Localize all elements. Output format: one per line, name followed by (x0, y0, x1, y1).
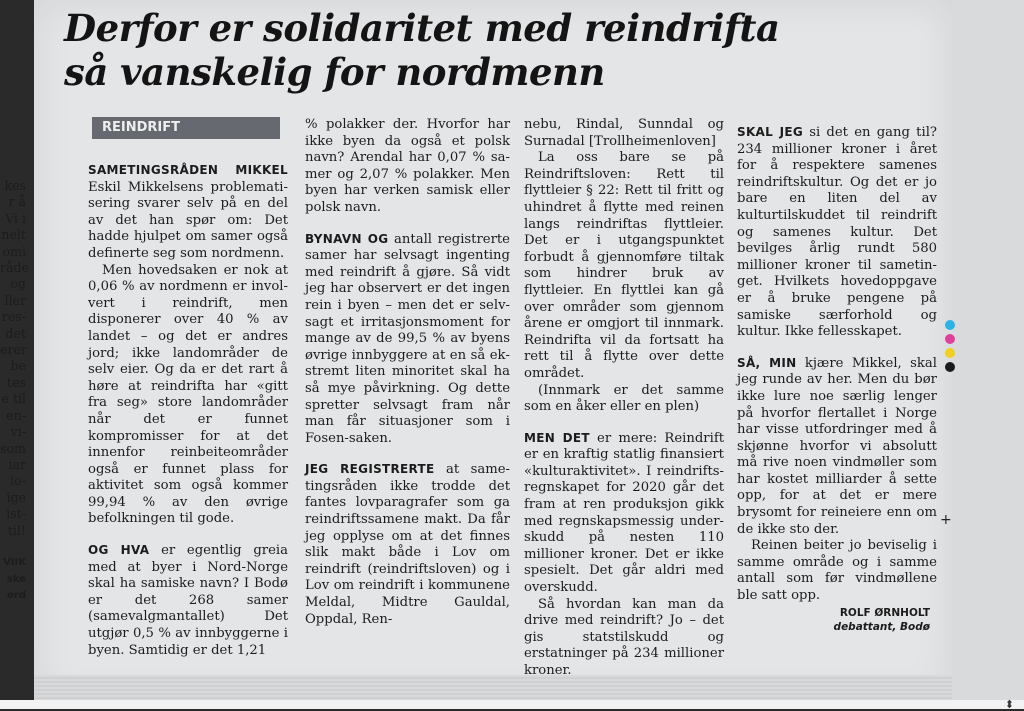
registration-dot (945, 320, 955, 330)
margin-fragment: kes (4, 178, 26, 193)
paragraph (88, 542, 288, 659)
margin-fragment (0, 539, 26, 555)
margin-fragment: ske (6, 573, 26, 585)
margin-fragment: en- (6, 407, 26, 423)
margin-fragment: til! (7, 522, 26, 538)
paragraph-lead: OG HVA (88, 543, 150, 558)
headline (64, 6, 844, 94)
paragraph-text: Så hvordan kan man da drive med reindrift? Jo – det gis statstilskudd og erstatninger på 234 millioner kroner. (524, 596, 724, 678)
paragraph-spacer (88, 528, 288, 542)
paragraph-text: nebu, Rindal, Sunndal og Surnadal [Trollheimenloven] (524, 117, 724, 149)
margin-fragment: ist- (6, 506, 26, 522)
margin-fragment: be (10, 358, 26, 374)
registration-dot (945, 348, 955, 358)
paragraph-text: antall registrerte samer har selvsagt ingenting med reindrift å gjøre. Så vidt jeg har observert er det ingen rein i byen – men det er selvsagt et irritasjonsmoment for mange av de 99,5 % av byens øvrige innbyggere at en så ekstremt liten minoritet skal ha så mye påvirkning. Og dette spretter selvsagt fram når man får situasjoner som i Fosen-saken. (305, 231, 510, 446)
paragraph-text: % polakker der. Hvorfor har ikke byen da også et polsk navn? Arendal har 0,07 % samer og 2,07 % polakker. Men byen har verken samisk eller polsk navn. (305, 117, 510, 215)
margin-fragment: io- (10, 473, 26, 489)
margin-fragment: som (0, 440, 26, 456)
paragraph (737, 124, 937, 341)
paragraph-lead: JEG REGISTRERTE (305, 462, 435, 477)
margin-fragment: og (10, 276, 26, 292)
paragraph-text: er mere: Reindrift er en kraftig statlig finansiert «kulturaktivitet». I reindriftsregnskapet for 2020 går det fram at ren produksjon gikk med regnskapsmessig underskudd på nesten 110 millioner kroner. Det er ikke spesielt. Det går aldri med overskudd. (524, 430, 724, 596)
crop-mark-icon: + (940, 512, 952, 528)
paragraph (88, 263, 288, 529)
paragraph-lead: MEN DET (524, 430, 590, 445)
margin-fragment: omi (2, 243, 26, 259)
paragraph-text: er egentlig greia med at byer i Nord-Norge skal ha samiske navn? I Bodø er det 268 samer (samevalgmantallet) Det utgjør 0,5 % av innbyggerne i byen. Samtidig er det 1,21 (88, 543, 288, 658)
margin-fragment: res- (1, 309, 26, 325)
paragraph (305, 117, 510, 217)
paragraph-text: si det en gang til? 234 millioner kroner i året for å respektere samenes reindriftskultur. Og det er jo bare en liten del av kulturtilskuddet til reindrift og samenes kultur. Det bevilges årlig rundt 580 millioner kroner til sametinget. Hvilkets hovedoppgave er å bruke pengene på samiske særforhold og kultur. Ikke fellesskapet. (737, 125, 937, 340)
author-name: ROLF ØRNHOLT (839, 607, 930, 619)
paragraph-text: Reinen beiter jo beviselig i samme område og i samme antall som før vindmøllene ble satt opp. (737, 538, 937, 604)
margin-fragment: tes (7, 374, 26, 390)
margin-fragment: ller (4, 292, 26, 308)
paragraph-spacer (737, 341, 937, 355)
headline-line-2: så vanskelig for nordmenn (64, 50, 605, 94)
registration-dot (945, 362, 955, 372)
paragraph-text: (Innmark er det samme som en åker eller en plen) (524, 382, 724, 415)
margin-fragment: Vi i (5, 210, 26, 226)
paragraph-text: Men hovedsaken er nok at 0,06 % av nordmenn er involvert i reindrift, men disponerer over 40 % av landet – og det er andres jord; ikke landområder de selv eier. Og da er det rart å høre at reindrifta har «gitt fra seg» store landområder når det er funnet kompromisser for at det innenfor reinbeiteområder også er funnet plass for aktivitet som også kommer 99,94 % av den øvrige befolkningen til gode. (88, 262, 288, 527)
article-column-2 (305, 117, 510, 628)
resize-icon: ⬍ (1004, 698, 1014, 711)
paragraph-lead: BYNAVN OG (305, 231, 389, 246)
paragraph (524, 597, 724, 680)
paragraph-text: Eskil Mikkelsens problematisering svarer selv på en del av det han spør om: Det hadde hjulpet om samer også definerte seg som nordmenn. (88, 179, 288, 261)
article-column-3 (524, 117, 724, 680)
article-column-4 (737, 124, 937, 605)
paragraph (88, 162, 288, 263)
article-column-1 (88, 162, 288, 659)
paragraph-text: at sametingsråden ikke trodde det fantes lovparagrafer som ga reindriftssamene makt. Da får jeg opplyse om at det finnes slik makt både i Lov om reindrift (reindriftsloven) og i Lov om reindrift i kommunene Meldal, Midtre Gauldal, Oppdal, Ren- (305, 462, 510, 627)
margin-fragment: ige (6, 489, 26, 505)
paragraph-text: La oss bare se på Reindriftsloven: Rett til flyttleier § 22: Rett til fritt og uhindret å flytte med reinen langs reindriftas flyttleier. Det er i utgangspunktet forbudt å gjennomføre tiltak som hindrer bruk av flyttleier. En flyttlei kan gå over områder som gjennom årene er omgjort til innmark. Reindrifta vil da fortsatt ha rett til å flytte over dette området. (524, 150, 724, 381)
margin-fragment: iar (8, 456, 26, 472)
paragraph-spacer (305, 217, 510, 231)
paragraph (305, 231, 510, 448)
margin-fragment: erer (0, 342, 27, 358)
paragraph (524, 383, 724, 416)
paragraph (737, 355, 937, 539)
margin-fragment: r å (8, 194, 26, 210)
margin-fragment: ord (7, 590, 26, 602)
margin-fragment: råde (0, 260, 30, 276)
page-fold (34, 675, 952, 700)
paragraph-spacer (305, 447, 510, 461)
margin-fragment: nelt (1, 227, 26, 243)
paragraph-lead: SÅ, MIN (737, 355, 797, 370)
paragraph-spacer (524, 416, 724, 430)
paragraph (305, 461, 510, 628)
margin-fragment: vi- (10, 424, 26, 440)
headline-line-1: Derfor er solidaritet med reindrifta (64, 6, 780, 50)
byline (790, 606, 930, 634)
adjacent-column-fragments (0, 178, 30, 605)
margin-fragment: det (5, 325, 26, 341)
margin-fragment: VIIK (3, 557, 26, 569)
bottom-strip (0, 700, 1024, 709)
paragraph-lead: SAMETINGSRÅDEN MIKKEL (88, 163, 288, 177)
paragraph-lead: SKAL JEG (737, 125, 803, 139)
author-role: debattant, Bodø (833, 621, 930, 633)
cmyk-registration-marks (945, 320, 955, 376)
paragraph (737, 538, 937, 604)
registration-dot (945, 334, 955, 344)
paragraph (524, 150, 724, 382)
margin-fragment: e til (1, 391, 26, 407)
paragraph (524, 430, 724, 597)
paragraph (524, 117, 724, 150)
scanner-background (952, 0, 1024, 700)
paragraph-text: kjære Mikkel, skal jeg runde av her. Men du bør ikke lure noe særlig lenger på hvorfor flertallet i Norge har visse utfordringer med å skjønne hvorfor vi absolutt må rive noen vindmøller som har kostet milliarder å sette opp, for at det er mere brysomt for reineiere enn om de ikke sto der. (737, 355, 937, 537)
section-label: REINDRIFT (92, 117, 280, 139)
